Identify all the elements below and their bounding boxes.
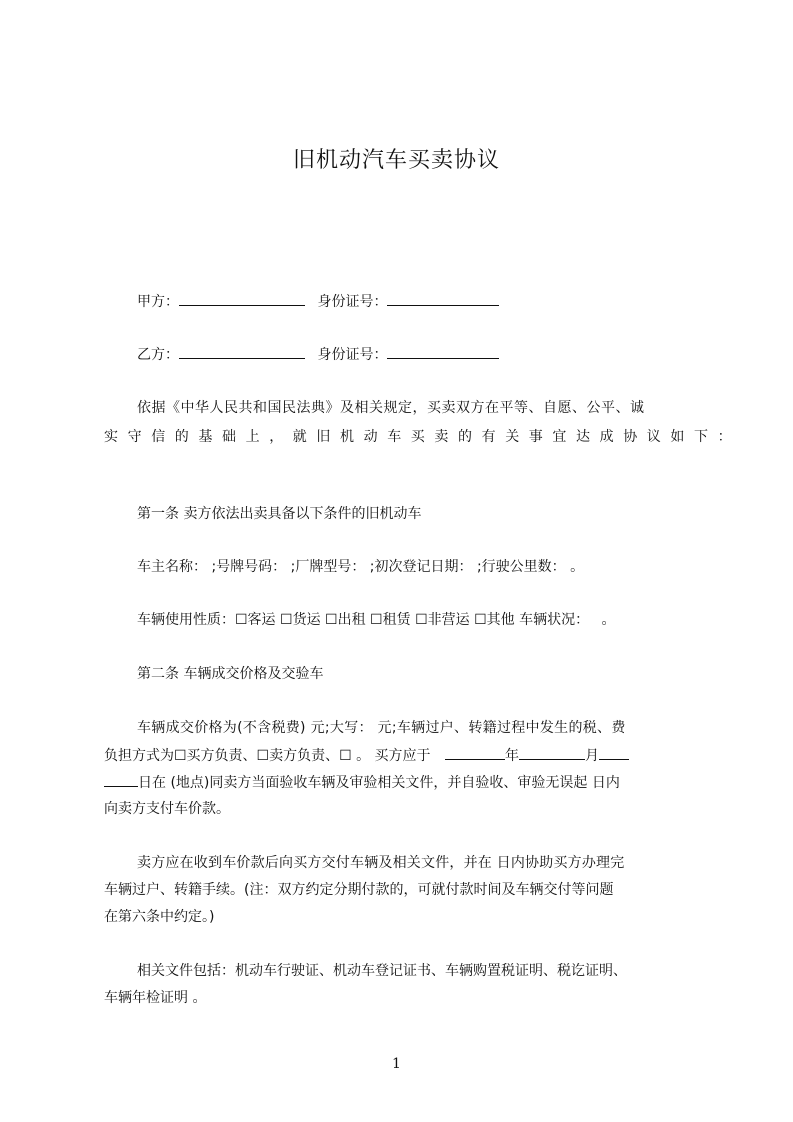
party-b-id-label: 身份证号： xyxy=(317,347,388,363)
usage-option-other[interactable]: ☐其他 xyxy=(474,612,515,628)
party-b-name-blank[interactable] xyxy=(179,344,305,359)
inspection-text: 日在 (地点)同卖方当面验收车辆及审验相关文件，并自验收、审验无误起 日内 xyxy=(138,775,620,791)
party-b-label: 乙方： xyxy=(137,347,179,363)
intro-line-1: 依据《中华人民共和国民法典》及相关规定，买卖双方在平等、自愿、公平、诚 xyxy=(137,400,645,416)
article-2-p3-line-1: 相关文件包括：机动车行驶证、机动车登记证书、车辆购置税证明、税讫证明、 xyxy=(137,963,627,979)
article-2-p1-line-4: 向卖方支付车价款。 xyxy=(104,801,230,817)
article-2-p2-line-1: 卖方应在收到车价款后向买方交付车辆及相关文件，并在 日内协助买方办理完 xyxy=(137,855,625,871)
party-a-name-blank[interactable] xyxy=(179,291,305,306)
article-1-usage-line xyxy=(137,610,616,630)
usage-option-non-commercial[interactable]: ☐非营运 xyxy=(415,612,470,628)
day-blank-end[interactable] xyxy=(104,772,138,787)
party-b-id-blank[interactable] xyxy=(387,344,499,359)
article-2-p1-line-2 xyxy=(104,745,629,766)
article-2-heading: 第二条 车辆成交价格及交验车 xyxy=(137,666,324,682)
day-blank-start[interactable] xyxy=(599,745,629,760)
party-a-id-blank[interactable] xyxy=(387,291,499,306)
article-2-p2-line-3: 在第六条中约定。) xyxy=(104,909,215,925)
month-blank[interactable] xyxy=(519,745,585,760)
usage-option-cargo[interactable]: ☐货运 xyxy=(280,612,321,628)
usage-option-passenger[interactable]: ☐客运 xyxy=(235,612,276,628)
article-2-p1-line-1: 车辆成交价格为(不含税费) 元;大写： 元;车辆过户、转籍过程中发生的税、费 xyxy=(137,720,626,736)
document-title: 旧机动汽车买卖协议 xyxy=(292,148,500,173)
year-label: 年 xyxy=(505,748,520,764)
page-number: 1 xyxy=(392,1056,401,1072)
article-2-p1-line-3 xyxy=(104,772,620,793)
year-blank[interactable] xyxy=(445,745,505,760)
party-a-line xyxy=(137,291,499,312)
party-a-id-label: 身份证号： xyxy=(317,294,388,310)
usage-label: 车辆使用性质： xyxy=(137,612,235,628)
usage-option-lease[interactable]: ☐租赁 xyxy=(370,612,411,628)
article-1-fields-line: 车主名称： ;号牌号码： ;厂牌型号： ;初次登记日期： ;行驶公里数： 。 xyxy=(137,559,585,575)
intro-line-2: 实守信的基础上，就旧机动车买卖的有关事宜达成协议如下： xyxy=(104,429,742,445)
payment-method-text: 负担方式为☐买方负责、☐卖方负责、☐ 。 买方应于 xyxy=(104,748,431,764)
usage-option-taxi[interactable]: ☐出租 xyxy=(325,612,366,628)
month-label: 月 xyxy=(585,748,600,764)
article-2-p2-line-2: 车辆过户、转籍手续。(注：双方约定分期付款的，可就付款时间及车辆交付等问题 xyxy=(104,882,614,898)
party-a-label: 甲方： xyxy=(137,294,179,310)
article-2-p3-line-2: 车辆年检证明 。 xyxy=(104,990,207,1006)
party-b-line xyxy=(137,344,499,365)
condition-end: 。 xyxy=(601,612,616,628)
condition-label: 车辆状况： xyxy=(519,612,590,628)
article-1-heading: 第一条 卖方依法出卖具备以下条件的旧机动车 xyxy=(137,506,422,522)
